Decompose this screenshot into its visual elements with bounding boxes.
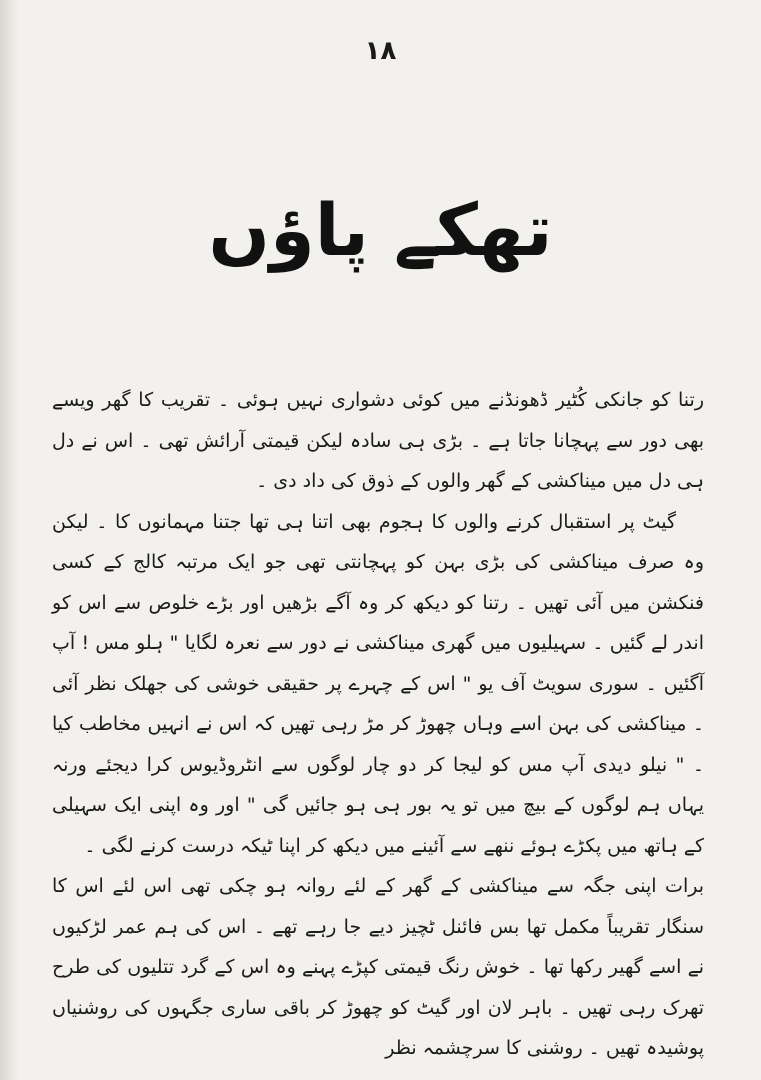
paragraph: برات اپنی جگہ سے میناکشی کے گھر کے لئے روانہ ہو چکی تھی اس لئے اس کا سنگار تقریباً مکمل تھا بس فائنل ٹچیز دیے جا رہے تھے ۔ اس کی ہم عمر لڑکیوں نے اسے گھیر رکھا تھا ۔ خوش رنگ قیمتی کپڑے پہنے وہ اس کے گرد تتلیوں کی طرح تھرک رہی تھیں ۔ باہر لان اور گیٹ کو چھوڑ کر باقی ساری جگہوں کی روشنیاں پوشیدہ تھیں ۔ روشنی کا سرچشمہ نظر bbox=[52, 875, 704, 1059]
body-text bbox=[52, 380, 704, 1069]
page-number: ۱۸ bbox=[364, 36, 397, 66]
chapter-title: تھکے پاؤں bbox=[208, 188, 553, 272]
paragraph: رتنا کو جانکی کُٹیر ڈھونڈنے میں کوئی دشواری نہیں ہوئی ۔ تقریب کا گھر ویسے بھی دور سے پہچانا جاتا ہے ۔ بڑی ہی سادہ لیکن قیمتی آرائش تھی ۔ اس نے دل ہی دل میں میناکشی کے گھر والوں کے ذوق کی داد دی ۔ bbox=[52, 389, 704, 492]
paragraph: گیٹ پر استقبال کرنے والوں کا ہجوم بھی اتنا ہی تھا جتنا مہمانوں کا ۔ لیکن وہ صرف میناکشی کی بڑی بہن کو پہچانتی تھی جو ایک مرتبہ کالج کے کسی فنکشن میں آئی تھیں ۔ رتنا کو دیکھ کر وہ آگے بڑھیں اور بڑے خلوص سے اس کو اندر لے گئیں ۔ سہیلیوں میں گھری میناکشی نے دور سے نعرہ لگایا " ہلو مس ! آپ آگئیں ۔ سوری سویٹ آف یو " اس کے چہرے پر حقیقی خوشی کی جھلک نظر آئی ۔ میناکشی کی بہن اسے وہاں چھوڑ کر مڑ رہی تھیں کہ اس نے انہیں مخاطب کیا ۔ " نیلو دیدی آپ مس کو لیجا کر دو چار لوگوں سے انٹروڈیوس کرا دیجئے ورنہ یہاں ہم لوگوں کے بیچ میں تو یہ بور ہی ہو جائیں گی " اور وہ اپنی ایک سہیلی کے ہاتھ میں پکڑے ہوئے ننھے سے آئینے میں دیکھ کر اپنا ٹیکہ درست کرنے لگی ۔ bbox=[52, 510, 704, 857]
page-binding-shadow bbox=[0, 0, 18, 1080]
